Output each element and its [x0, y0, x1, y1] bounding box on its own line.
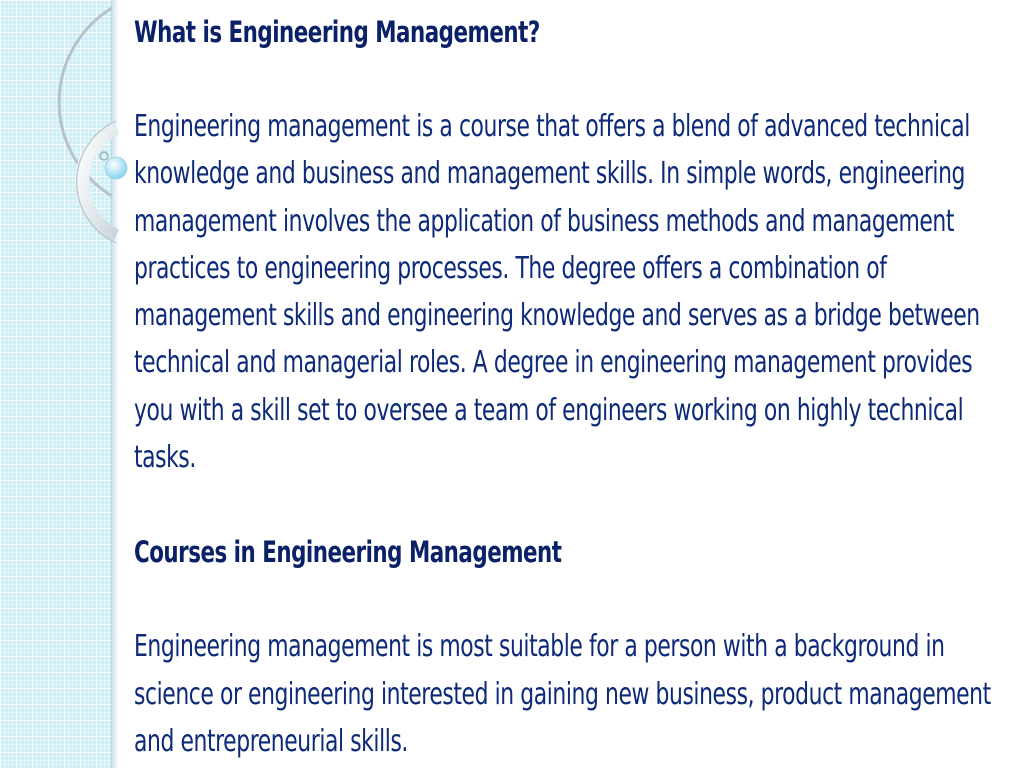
section-heading-what-is: What is Engineering Management?: [134, 15, 540, 49]
small-ring-dot: [100, 152, 108, 160]
paragraph-what-is: Engineering management is a course that offers a blend of advanced technical knowledge and business and management skills. In simple words, engineering management involves the application of business methods and management practices to engineering processes. The degree offers a combination of management skills and engineering knowledge and serves as a bridge between technical and managerial roles. A degree in engineering management provides you with a skill set to oversee a team of engineers working on highly technical tasks.: [134, 109, 980, 476]
spacer: [134, 56, 1014, 103]
spacer: [134, 481, 1014, 528]
paragraph-courses: Engineering management is most suitable for a person with a background in science or engineering interested in gaining new business, product management and entrepreneurial skills.: [134, 629, 991, 759]
section-heading-courses: Courses in Engineering Management: [134, 535, 562, 570]
inner-ring-arc: [82, 128, 116, 236]
blue-dot: [105, 157, 127, 179]
spacer: [134, 576, 1014, 623]
slide-content: [134, 8, 1014, 765]
